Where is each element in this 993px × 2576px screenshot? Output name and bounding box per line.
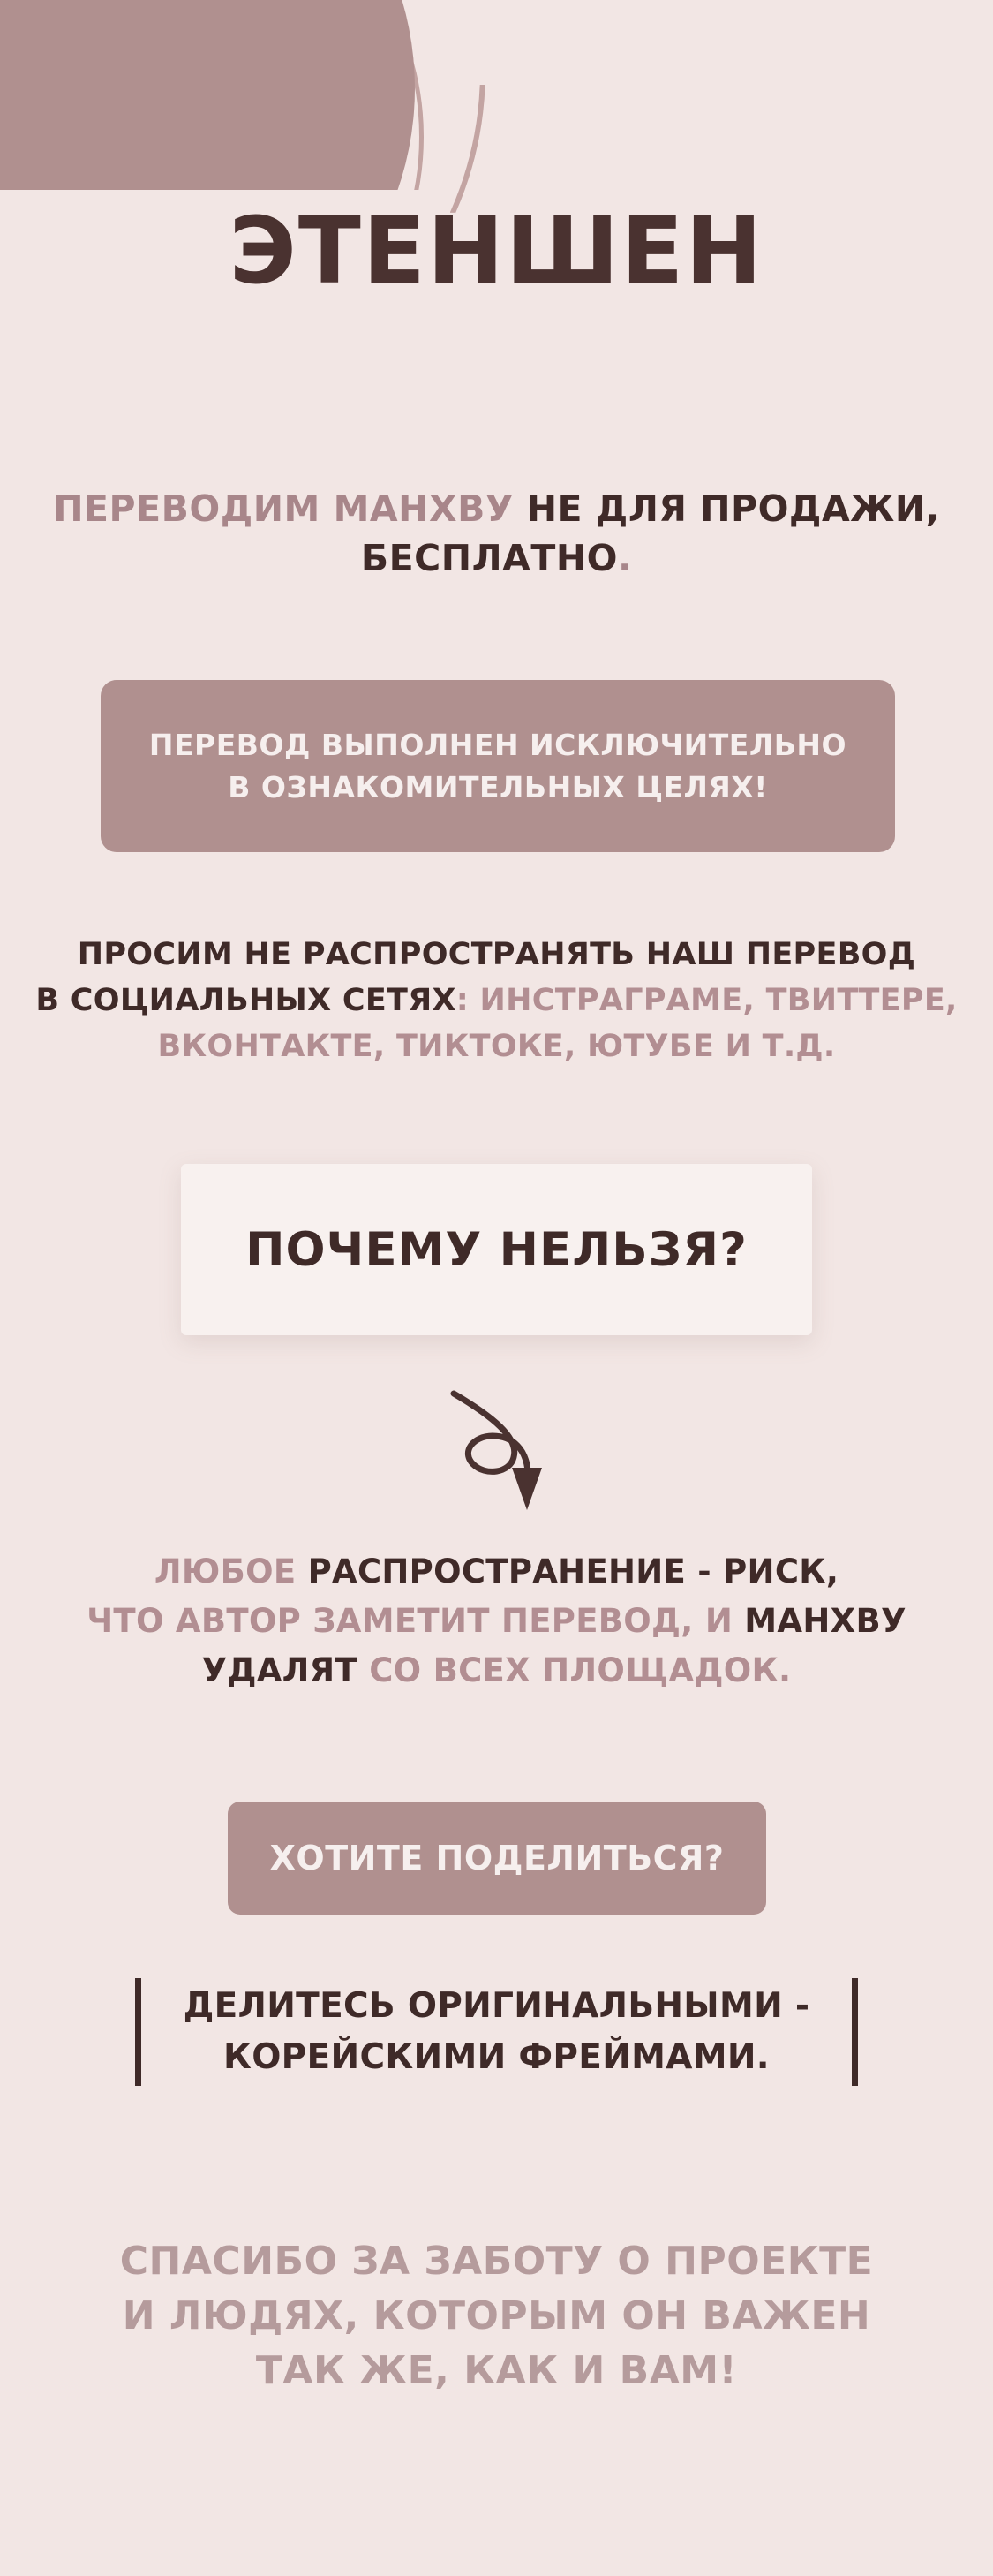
notice-banner-line-2: В ОЗНАКОМИТЕЛЬНЫХ ЦЕЛЯХ! <box>228 769 768 805</box>
notice-banner <box>101 680 895 852</box>
share-question-banner <box>228 1802 766 1915</box>
request-line-2 <box>0 978 993 1024</box>
curly-arrow-down-icon <box>408 1386 584 1528</box>
request-line-2-main: В СОЦИАЛЬНЫХ СЕТЯХ <box>35 983 456 1018</box>
notice-banner-line-1: ПЕРЕВОД ВЫПОЛНЕН ИСКЛЮЧИТЕЛЬНО <box>148 727 847 762</box>
thanks-line-2: И ЛЮДЯХ, КОТОРЫМ ОН ВАЖЕН <box>122 2293 871 2338</box>
risk-line-3-rest: СО ВСЕХ ПЛОЩАДОК. <box>357 1651 792 1689</box>
risk-line-3 <box>0 1646 993 1696</box>
lead-line-2 <box>0 533 993 583</box>
page-title: ЭТЕНШЕН <box>229 197 764 305</box>
right-bracket-decoration <box>852 1978 858 2086</box>
advice-line-1: ДЕЛИТЕСЬ ОРИГИНАЛЬНЫМИ - <box>183 1986 810 2026</box>
risk-line-1-highlight: ЛЮБОЕ <box>154 1552 297 1590</box>
risk-paragraph <box>0 1547 993 1696</box>
lead-line-1-highlight: ПЕРЕВОДИМ МАНХВУ <box>53 487 514 530</box>
risk-line-2-main: ЧТО АВТОР ЗАМЕТИТ ПЕРЕВОД, И <box>87 1602 745 1640</box>
risk-line-2 <box>0 1597 993 1646</box>
thanks-line-1: СПАСИБО ЗА ЗАБОТУ О ПРОЕКТЕ <box>119 2239 874 2284</box>
request-paragraph <box>0 932 993 1069</box>
thanks-line-3: ТАК ЖЕ, КАК И ВАМ! <box>255 2348 738 2393</box>
request-line-3: ВКОНТАКТЕ, ТИКТОКЕ, ЮТУБЕ И Т.Д. <box>157 1029 836 1064</box>
lead-line-2-dot: . <box>618 537 633 579</box>
left-bracket-decoration <box>135 1978 141 2086</box>
lead-line-1-rest: НЕ ДЛЯ ПРОДАЖИ, <box>513 487 940 530</box>
why-not-card <box>181 1164 812 1335</box>
request-line-1: ПРОСИМ НЕ РАСПРОСТРАНЯТЬ НАШ ПЕРЕВОД <box>77 937 916 972</box>
advice-text <box>184 1981 810 2083</box>
risk-line-3-main: УДАЛЯТ <box>201 1651 358 1689</box>
risk-line-2-emphasis: МАНХВУ <box>744 1602 906 1640</box>
request-line-2-networks: : ИНСТРАГРАМЕ, ТВИТТЕРЕ, <box>455 983 958 1018</box>
why-not-card-label: ПОЧЕМУ НЕЛЬЗЯ? <box>245 1222 748 1277</box>
lead-line-1 <box>0 484 993 533</box>
lead-line-2-main: БЕСПЛАТНО <box>360 537 618 579</box>
lead-paragraph <box>0 484 993 583</box>
risk-line-1 <box>0 1547 993 1597</box>
thanks-paragraph <box>0 2234 993 2398</box>
risk-line-1-rest: РАСПРОСТРАНЕНИЕ - РИСК, <box>296 1552 839 1590</box>
share-question-label: ХОТИТЕ ПОДЕЛИТЬСЯ? <box>269 1839 725 1877</box>
advice-section <box>0 1978 993 2086</box>
advice-line-2: КОРЕЙСКИМИ ФРЕЙМАМИ. <box>223 2037 770 2077</box>
